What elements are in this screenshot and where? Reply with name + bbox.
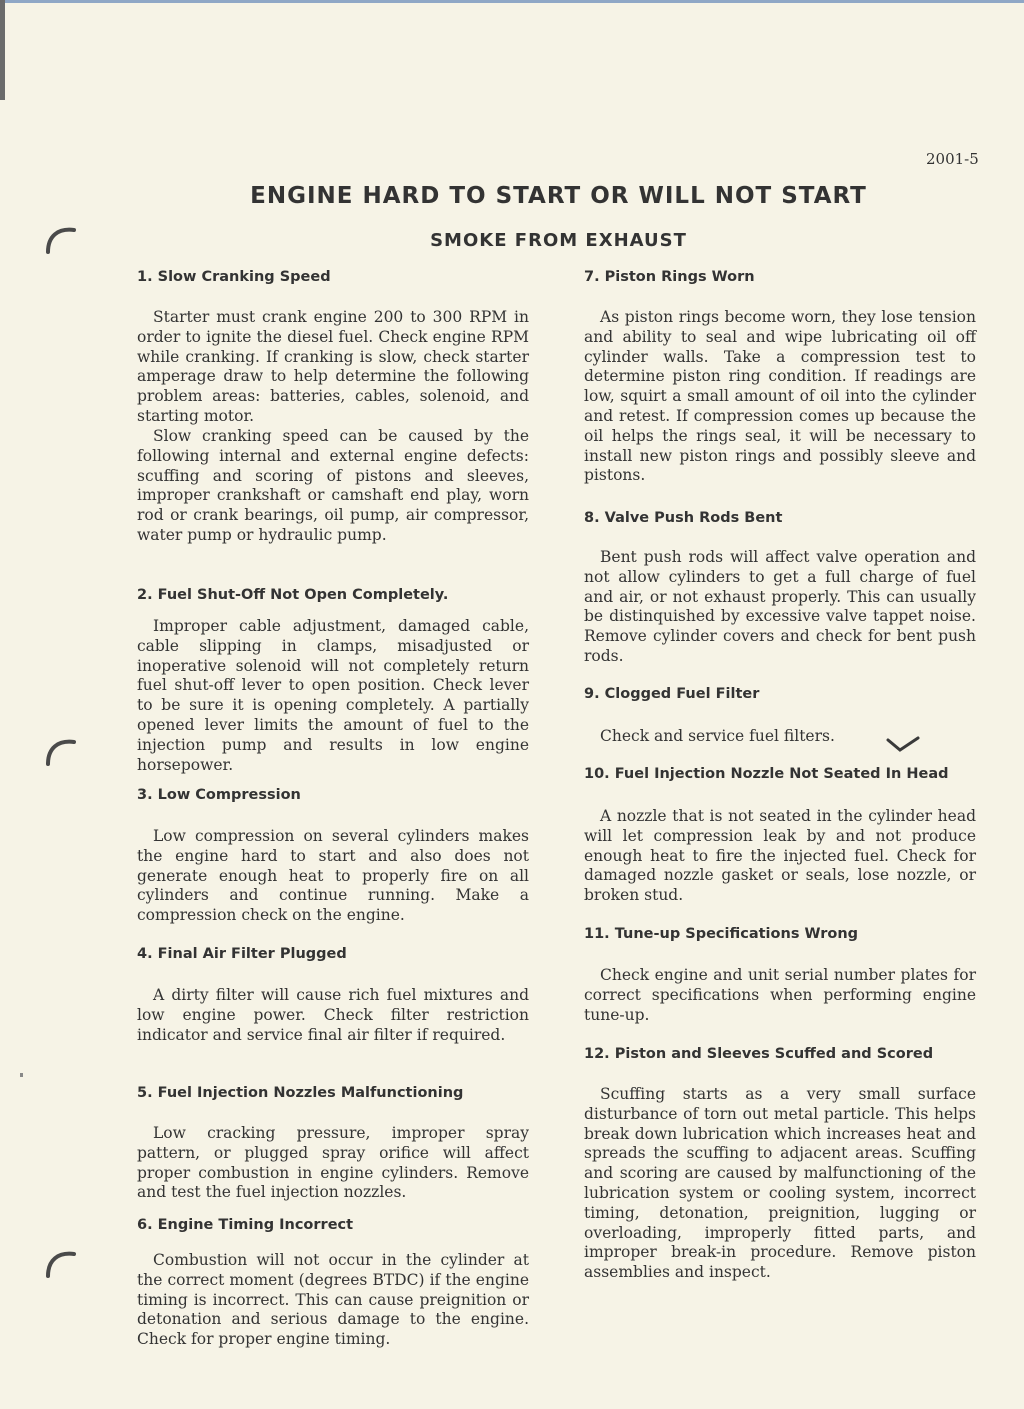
punch-hole-icon: [44, 1246, 78, 1280]
section-heading: 10. Fuel Injection Nozzle Not Seated In Head: [584, 766, 949, 782]
top-edge-line: [0, 0, 1024, 3]
section-heading: 2. Fuel Shut-Off Not Open Completely.: [137, 587, 449, 603]
section-heading: 12. Piston and Sleeves Scuffed and Scored: [584, 1046, 934, 1062]
section-heading: 6. Engine Timing Incorrect: [137, 1217, 354, 1233]
section-paragraph: Starter must crank engine 200 to 300 RPM in order to ignite the diesel fuel. Check engine RPM while cranking. If cranking is slow, check starter amperage draw to help determine the following problem areas: batteries, cables, solenoid, and starting motor.: [137, 308, 529, 425]
section-heading: 8. Valve Push Rods Bent: [584, 510, 783, 526]
binding-edge: [0, 0, 5, 100]
section-paragraph: A dirty filter will cause rich fuel mixtures and low engine power. Check filter restriction indicator and service final air filter if required.: [137, 986, 529, 1044]
checkmark-icon: [886, 732, 920, 754]
section-paragraph: Bent push rods will affect valve operation and not allow cylinders to get a full charge of fuel and air, or not exhaust properly. This can usually be distinquished by excessive valve tappet noise. Remove cylinder covers and check for bent push rods.: [584, 548, 976, 665]
page-subtitle: SMOKE FROM EXHAUST: [430, 230, 687, 251]
section-paragraph: As piston rings become worn, they lose tension and ability to seal and wipe lubricating oil off cylinder walls. Take a compression test to determine piston ring condition. If readings are low, squirt a small amount of oil into the cylinder and retest. If compression comes up because the oil helps the rings seal, it will be necessary to install new piston rings and possibly sleeve and pistons.: [584, 308, 976, 485]
section-paragraph: Check engine and unit serial number plates for correct specifications when performing engine tune-up.: [584, 966, 976, 1024]
section-heading: 3. Low Compression: [137, 787, 301, 803]
section-paragraph: Check and service fuel filters.: [600, 727, 835, 745]
section-paragraph: Combustion will not occur in the cylinder at the correct moment (degrees BTDC) if the engine timing is incorrect. This can cause preignition or detonation and serious damage to the engine. Check for proper engine timing.: [137, 1251, 529, 1349]
section-heading: 9. Clogged Fuel Filter: [584, 686, 760, 702]
section-heading: 5. Fuel Injection Nozzles Malfunctioning: [137, 1085, 464, 1101]
section-heading: 7. Piston Rings Worn: [584, 269, 755, 285]
section-paragraph: Slow cranking speed can be caused by the following internal and external engine defects: scuffing and scoring of pistons and sleeves, improper crankshaft or camshaft end play, worn rod or crank bearings, oil pump, air compressor, water pump or hydraulic pump.: [137, 427, 529, 544]
page-number: 2001-5: [926, 150, 979, 168]
section-heading: 1. Slow Cranking Speed: [137, 269, 331, 285]
section-paragraph: A nozzle that is not seated in the cylinder head will let compression leak by and not produce enough heat to fire the injected fuel. Check for damaged nozzle gasket or seals, lose nozzle, or broken stud.: [584, 807, 976, 905]
section-paragraph: Low compression on several cylinders makes the engine hard to start and also does not generate enough heat to properly fire on all cylinders and continue running. Make a compression check on the engine.: [137, 827, 529, 925]
punch-hole-icon: [44, 734, 78, 768]
section-paragraph: Low cracking pressure, improper spray pattern, or plugged spray orifice will affect proper combustion in engine cylinders. Remove and test the fuel injection nozzles.: [137, 1124, 529, 1202]
margin-mark: [20, 1073, 23, 1077]
section-heading: 4. Final Air Filter Plugged: [137, 946, 347, 962]
page-title: ENGINE HARD TO START OR WILL NOT START: [250, 183, 867, 209]
section-paragraph: Improper cable adjustment, damaged cable, cable slipping in clamps, misadjusted or inoperative solenoid will not completely return fuel shut-off lever to open position. Check lever to be sure it is opening completely. A partially opened lever limits the amount of fuel to the injection pump and results in low engine horsepower.: [137, 617, 529, 774]
section-heading: 11. Tune-up Specifications Wrong: [584, 926, 859, 942]
section-paragraph: Scuffing starts as a very small surface disturbance of torn out metal particle. This helps break down lubrication which increases heat and spreads the scuffing to adjacent areas. Scuffing and scoring are caused by malfunctioning of the lubrication system or cooling system, incorrect timing, detonation, preignition, lugging or overloading, improperly fitted parts, and improper break-in procedure. Remove piston assemblies and inspect.: [584, 1085, 976, 1282]
